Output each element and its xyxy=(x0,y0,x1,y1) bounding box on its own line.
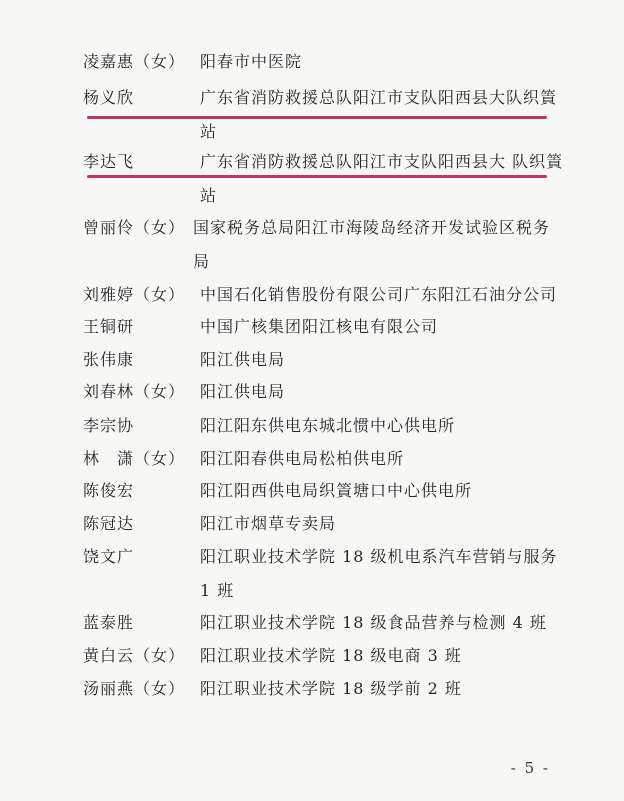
organization: 阳江职业技术学院 18 级电商 3 班 xyxy=(200,646,462,665)
person-name: 杨义欣 xyxy=(83,88,135,107)
person-name: 刘雅婷（女） xyxy=(83,285,186,304)
person-name: 陈俊宏 xyxy=(83,481,135,500)
person-name: 李宗协 xyxy=(83,416,135,435)
organization: 广东省消防救援总队阳江市支队阳西县大 队织篢站 xyxy=(200,152,564,205)
person-name: 张伟康 xyxy=(83,350,135,369)
organization: 中国广核集团阳江核电有限公司 xyxy=(200,317,439,336)
person-name: 凌嘉惠（女） xyxy=(83,52,186,71)
person-name: 陈冠达 xyxy=(83,514,135,533)
organization: 阳江职业技术学院 18 级机电系汽车营销与服务 1 班 xyxy=(200,547,558,600)
organization: 阳江阳春供电局松柏供电所 xyxy=(200,449,405,468)
person-name: 蓝泰胜 xyxy=(83,613,135,632)
person-name: 刘春林（女） xyxy=(83,382,186,401)
organization: 广东省消防救援总队阳江市支队阳西县大队织篢站 xyxy=(200,88,558,141)
organization: 阳江供电局 xyxy=(200,350,286,369)
organization: 阳江阳东供电东城北惯中心供电所 xyxy=(200,416,456,435)
person-name: 曾丽伶（女） xyxy=(83,218,186,237)
organization: 国家税务总局阳江市海陵岛经济开发试验区税务局 xyxy=(193,218,551,271)
highlight-underline xyxy=(87,116,547,119)
organization: 阳江职业技术学院 18 级学前 2 班 xyxy=(200,679,462,698)
person-name: 李达飞 xyxy=(83,152,135,171)
person-name: 林 潇（女） xyxy=(83,449,186,468)
organization: 阳江职业技术学院 18 级食品营养与检测 4 班 xyxy=(200,613,547,632)
organization: 阳江供电局 xyxy=(200,382,286,401)
organization: 阳春市中医院 xyxy=(200,52,303,71)
highlight-underline xyxy=(87,175,547,178)
page-number: - 5 - xyxy=(510,759,550,777)
person-name: 饶文广 xyxy=(83,547,135,566)
organization: 阳江市烟草专卖局 xyxy=(200,514,337,533)
organization: 阳江阳西供电局织篢塘口中心供电所 xyxy=(200,481,473,500)
organization: 中国石化销售股份有限公司广东阳江石油分公司 xyxy=(200,285,558,304)
person-name: 黄白云（女） xyxy=(83,646,186,665)
person-name: 王铜研 xyxy=(83,317,135,336)
person-name: 汤丽燕（女） xyxy=(83,679,186,698)
